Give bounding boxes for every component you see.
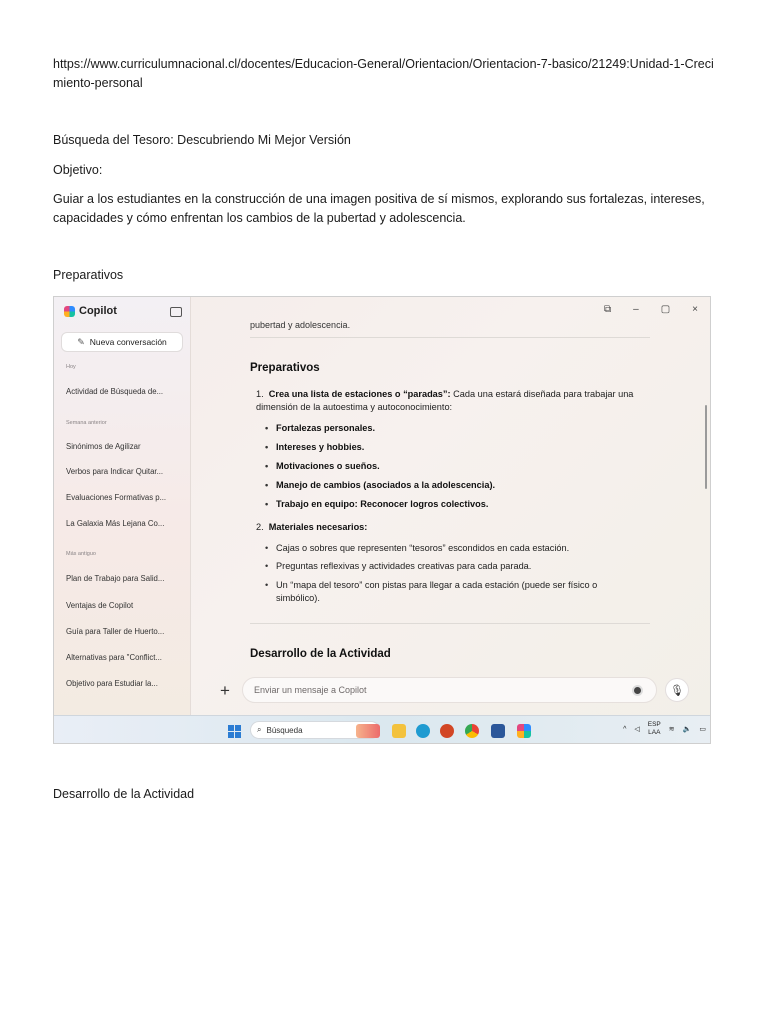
copilot-logo-icon — [64, 306, 75, 317]
close-button[interactable]: × — [692, 304, 698, 315]
search-icon: ⌕ — [257, 725, 262, 734]
sidebar-section-label: Semana anterior — [66, 420, 107, 426]
bullet-item: • Trabajo en equipo: Reconocer logros colectivos. — [276, 498, 636, 511]
bullet-item: • Fortalezas personales. — [276, 422, 636, 435]
step1-text: Cada una estará diseñada para trabajar una dimensión de la autoestima y autoconocimiento: — [256, 389, 634, 412]
brand-label: Copilot — [79, 305, 117, 317]
sidebar-section-label: Más antiguo — [66, 551, 96, 557]
copilot-brand — [64, 305, 117, 317]
sidebar-item[interactable]: Guía para Taller de Huerto... — [66, 627, 165, 636]
document-title: Búsqueda del Tesoro: Descubriendo Mi Mejor Versión — [53, 133, 351, 147]
chat-heading-preparativos: Preparativos — [250, 362, 320, 374]
chat-scrollbar[interactable] — [705, 405, 707, 489]
desarrollo-heading: Desarrollo de la Actividad — [53, 787, 195, 801]
language-indicator[interactable] — [648, 721, 661, 737]
copilot-screenshot — [53, 296, 711, 744]
pin-icon[interactable]: ⧉ — [604, 304, 612, 315]
compose-icon: ✎ — [77, 336, 85, 347]
step1-bold: Crea una lista de estaciones o “paradas”: — [268, 389, 451, 399]
bullet-item: • Cajas o sobres que representen “tesoros” escondidos en cada estación. — [276, 542, 636, 555]
bullet-item: • Manejo de cambios (asociados a la adolescencia). — [276, 479, 636, 492]
bullet-item: • Preguntas reflexivas y actividades creativas para cada parada. — [276, 560, 636, 573]
chevron-up-icon[interactable]: ^ — [623, 725, 627, 733]
chat-cut-line: pubertad y adolescencia. — [250, 320, 351, 330]
sidebar-item[interactable]: Plan de Trabajo para Salid... — [66, 574, 165, 583]
objective-text: Guiar a los estudiantes en la construcción de una imagen positiva de sí mismos, explorando sus fortalezas, intereses, capacidades y cómo enfrentan los cambios de la pubertad y adolescencia. — [53, 192, 705, 225]
list-number: 1. — [256, 389, 269, 399]
maximize-button[interactable]: ▢ — [660, 304, 671, 315]
source-url-text: https://www.curriculumnacional.cl/docentes/Educacion-General/Orientacion/Orientacion-7-basico/21249:Unidad-1-Crecimiento-personal — [53, 57, 714, 90]
sidebar-item[interactable]: Sinónimos de Agilizar — [66, 442, 141, 451]
sidebar-item[interactable]: Alternativas para "Conflict... — [66, 653, 162, 662]
sidebar-toggle-icon[interactable] — [170, 307, 182, 317]
chat-heading-desarrollo: Desarrollo de la Actividad — [250, 648, 391, 660]
message-input[interactable] — [242, 677, 657, 703]
powerpoint-icon[interactable] — [440, 724, 454, 738]
sidebar-item[interactable]: Objetivo para Estudiar la... — [66, 679, 158, 688]
bullet-item: • Motivaciones o sueños. — [276, 460, 636, 473]
preparativos-heading: Preparativos — [53, 268, 124, 282]
windows-taskbar — [54, 715, 711, 744]
taskbar-search-label: Búsqueda — [266, 725, 303, 735]
chrome-icon[interactable] — [465, 724, 479, 738]
list-number: 2. — [256, 522, 269, 532]
list-item-2 — [256, 521, 636, 534]
edge-icon[interactable] — [416, 724, 430, 738]
search-highlight-icon[interactable] — [356, 724, 380, 738]
image-icon[interactable] — [632, 685, 643, 696]
microphone-button[interactable]: 🎙 — [665, 678, 689, 702]
copilot-sidebar — [54, 297, 191, 715]
file-explorer-icon[interactable] — [392, 724, 406, 738]
objective-label: Objetivo: — [53, 163, 103, 177]
sidebar-item[interactable]: Actividad de Búsqueda de... — [66, 387, 164, 396]
new-chat-button[interactable] — [61, 332, 183, 352]
windows-start-icon[interactable] — [228, 725, 241, 738]
lang-line-1: ESP — [647, 721, 661, 728]
minimize-button[interactable]: – — [633, 304, 639, 315]
sidebar-item[interactable]: Ventajas de Copilot — [66, 601, 134, 610]
battery-icon[interactable]: ▭ — [699, 726, 706, 733]
add-attachment-button[interactable]: + — [220, 681, 230, 700]
send-icon[interactable]: ◁ — [634, 726, 640, 733]
chat-transcript — [250, 297, 650, 667]
word-icon[interactable] — [491, 724, 505, 738]
list-item-1 — [256, 388, 636, 414]
divider — [250, 337, 650, 338]
new-chat-label: Nueva conversación — [89, 337, 167, 347]
bullet-item: • Intereses y hobbies. — [276, 441, 636, 454]
lang-line-2: LAA — [648, 729, 661, 736]
divider — [250, 623, 650, 624]
sidebar-section-label: Hoy — [66, 364, 76, 370]
step2-bold: Materiales necesarios: — [268, 522, 368, 532]
volume-icon[interactable]: 🔈 — [682, 726, 692, 733]
sidebar-item[interactable]: Evaluaciones Formativas p... — [66, 493, 167, 502]
sidebar-item[interactable]: La Galaxia Más Lejana Co... — [66, 519, 165, 528]
copilot-taskbar-icon[interactable] — [517, 724, 531, 738]
sidebar-item[interactable]: Verbos para Indicar Quitar... — [66, 467, 164, 476]
system-tray — [623, 721, 706, 737]
wifi-icon[interactable]: ≋ — [668, 726, 675, 733]
bullet-item: • Un “mapa del tesoro” con pistas para llegar a cada estación (puede ser físico o simbólico). — [276, 579, 636, 605]
